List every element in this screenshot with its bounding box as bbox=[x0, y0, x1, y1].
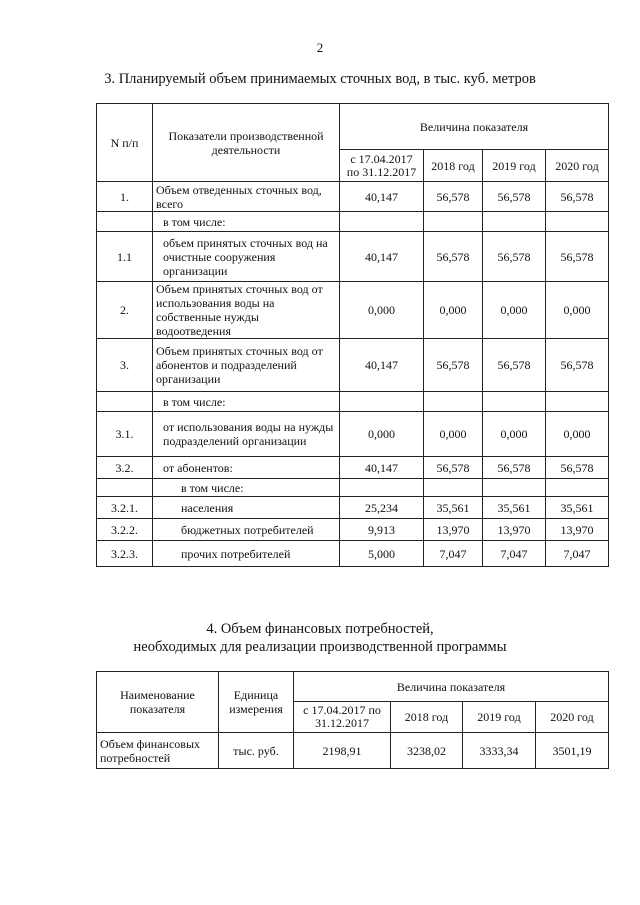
header-period-3: 2019 год bbox=[483, 150, 546, 182]
row-value: 56,578 bbox=[546, 232, 609, 282]
table-row bbox=[97, 733, 609, 769]
fin-row-value: 3238,02 bbox=[391, 733, 463, 769]
row-value: 40,147 bbox=[340, 339, 424, 392]
fin-row-value: 2198,91 bbox=[294, 733, 391, 769]
row-value: 0,000 bbox=[483, 412, 546, 457]
section4-title bbox=[0, 620, 640, 656]
row-value: 0,000 bbox=[546, 282, 609, 339]
row-indicator-name: в том числе: bbox=[153, 479, 340, 497]
row-value: 35,561 bbox=[483, 497, 546, 519]
table-row bbox=[97, 479, 609, 497]
row-indicator-name: Объем принятых сточных вод от абонентов и подразделений организации bbox=[153, 339, 340, 392]
row-value: 0,000 bbox=[424, 282, 483, 339]
row-value: 56,578 bbox=[483, 339, 546, 392]
financial-needs-table bbox=[96, 671, 609, 769]
row-number: 1.1 bbox=[97, 232, 153, 282]
row-indicator-name: от использования воды на нужды подразделений организации bbox=[153, 412, 340, 457]
row-indicator-name: Объем отведенных сточных вод, всего bbox=[153, 182, 340, 212]
row-value: 0,000 bbox=[546, 412, 609, 457]
header-period-4: 2020 год bbox=[546, 150, 609, 182]
row-number: 1. bbox=[97, 182, 153, 212]
row-value: 40,147 bbox=[340, 457, 424, 479]
row-value: 35,561 bbox=[424, 497, 483, 519]
table-row bbox=[97, 182, 609, 212]
row-value: 56,578 bbox=[424, 232, 483, 282]
row-value: 13,970 bbox=[546, 519, 609, 541]
row-value: 7,047 bbox=[483, 541, 546, 567]
table-row bbox=[97, 519, 609, 541]
row-value: 40,147 bbox=[340, 232, 424, 282]
table-row bbox=[97, 282, 609, 339]
row-number bbox=[97, 392, 153, 412]
table-row bbox=[97, 339, 609, 392]
row-value bbox=[340, 479, 424, 497]
row-value bbox=[424, 212, 483, 232]
table-row bbox=[97, 232, 609, 282]
row-indicator-name: населения bbox=[153, 497, 340, 519]
row-number: 3.2.1. bbox=[97, 497, 153, 519]
row-indicator-name: бюджетных потребителей bbox=[153, 519, 340, 541]
table-row bbox=[97, 457, 609, 479]
row-value: 56,578 bbox=[546, 339, 609, 392]
row-value bbox=[483, 212, 546, 232]
row-value bbox=[483, 479, 546, 497]
row-value: 0,000 bbox=[340, 282, 424, 339]
header-indicator: Показатели производственной деятельности bbox=[153, 104, 340, 182]
row-number bbox=[97, 479, 153, 497]
row-value bbox=[340, 212, 424, 232]
row-value: 56,578 bbox=[546, 457, 609, 479]
row-value: 7,047 bbox=[424, 541, 483, 567]
row-value: 13,970 bbox=[424, 519, 483, 541]
row-number: 2. bbox=[97, 282, 153, 339]
fin-row-unit: тыс. руб. bbox=[219, 733, 294, 769]
row-number bbox=[97, 212, 153, 232]
fin-header-unit: Единица измерения bbox=[219, 672, 294, 733]
section4-title-line1: 4. Объем финансовых потребностей, bbox=[206, 621, 434, 637]
header-num: N п/п bbox=[97, 104, 153, 182]
page-number: 2 bbox=[316, 40, 324, 55]
row-indicator-name: в том числе: bbox=[153, 392, 340, 412]
fin-header-value-group: Величина показателя bbox=[294, 672, 609, 702]
row-value bbox=[340, 392, 424, 412]
row-number: 3.2.3. bbox=[97, 541, 153, 567]
section4-title-line2: необходимых для реализации производственной программы bbox=[133, 639, 507, 655]
row-value: 25,234 bbox=[340, 497, 424, 519]
section3-title: 3. Планируемый объем принимаемых сточных вод, в тыс. куб. метров bbox=[104, 71, 536, 87]
row-value: 0,000 bbox=[424, 412, 483, 457]
table-row bbox=[97, 392, 609, 412]
row-number: 3.2. bbox=[97, 457, 153, 479]
fin-header-period-1: с 17.04.2017 по 31.12.2017 bbox=[294, 702, 391, 733]
row-value: 0,000 bbox=[340, 412, 424, 457]
row-number: 3.1. bbox=[97, 412, 153, 457]
row-value: 56,578 bbox=[546, 182, 609, 212]
table-row bbox=[97, 541, 609, 567]
row-value bbox=[546, 212, 609, 232]
row-indicator-name: Объем принятых сточных вод от использования воды на собственные нужды водоотведения bbox=[153, 282, 340, 339]
header-value-group: Величина показателя bbox=[340, 104, 609, 150]
row-value: 13,970 bbox=[483, 519, 546, 541]
row-value: 56,578 bbox=[424, 182, 483, 212]
row-value: 0,000 bbox=[483, 282, 546, 339]
table-row bbox=[97, 212, 609, 232]
row-value bbox=[546, 479, 609, 497]
financial-table-body bbox=[97, 733, 609, 769]
fin-header-period-3: 2019 год bbox=[463, 702, 536, 733]
row-value: 5,000 bbox=[340, 541, 424, 567]
row-indicator-name: объем принятых сточных вод на очистные сооружения организации bbox=[153, 232, 340, 282]
row-value: 56,578 bbox=[483, 182, 546, 212]
header-period-2: 2018 год bbox=[424, 150, 483, 182]
fin-header-period-2: 2018 год bbox=[391, 702, 463, 733]
fin-row-value: 3501,19 bbox=[536, 733, 609, 769]
row-indicator-name: прочих потребителей bbox=[153, 541, 340, 567]
wastewater-volume-table bbox=[96, 103, 609, 567]
row-value: 7,047 bbox=[546, 541, 609, 567]
wastewater-table-body bbox=[97, 182, 609, 567]
row-value: 9,913 bbox=[340, 519, 424, 541]
row-value: 40,147 bbox=[340, 182, 424, 212]
fin-row-name: Объем финансовых потребностей bbox=[97, 733, 219, 769]
row-value: 56,578 bbox=[424, 457, 483, 479]
row-value: 56,578 bbox=[483, 457, 546, 479]
row-number: 3.2.2. bbox=[97, 519, 153, 541]
row-value bbox=[546, 392, 609, 412]
header-period-1: с 17.04.2017 по 31.12.2017 bbox=[340, 150, 424, 182]
table-row bbox=[97, 412, 609, 457]
row-value bbox=[424, 479, 483, 497]
row-value: 35,561 bbox=[546, 497, 609, 519]
row-value: 56,578 bbox=[483, 232, 546, 282]
row-value bbox=[424, 392, 483, 412]
fin-header-period-4: 2020 год bbox=[536, 702, 609, 733]
table-row bbox=[97, 497, 609, 519]
row-value bbox=[483, 392, 546, 412]
row-value: 56,578 bbox=[424, 339, 483, 392]
fin-header-name: Наименование показателя bbox=[97, 672, 219, 733]
row-number: 3. bbox=[97, 339, 153, 392]
row-indicator-name: в том числе: bbox=[153, 212, 340, 232]
row-indicator-name: от абонентов: bbox=[153, 457, 340, 479]
fin-row-value: 3333,34 bbox=[463, 733, 536, 769]
